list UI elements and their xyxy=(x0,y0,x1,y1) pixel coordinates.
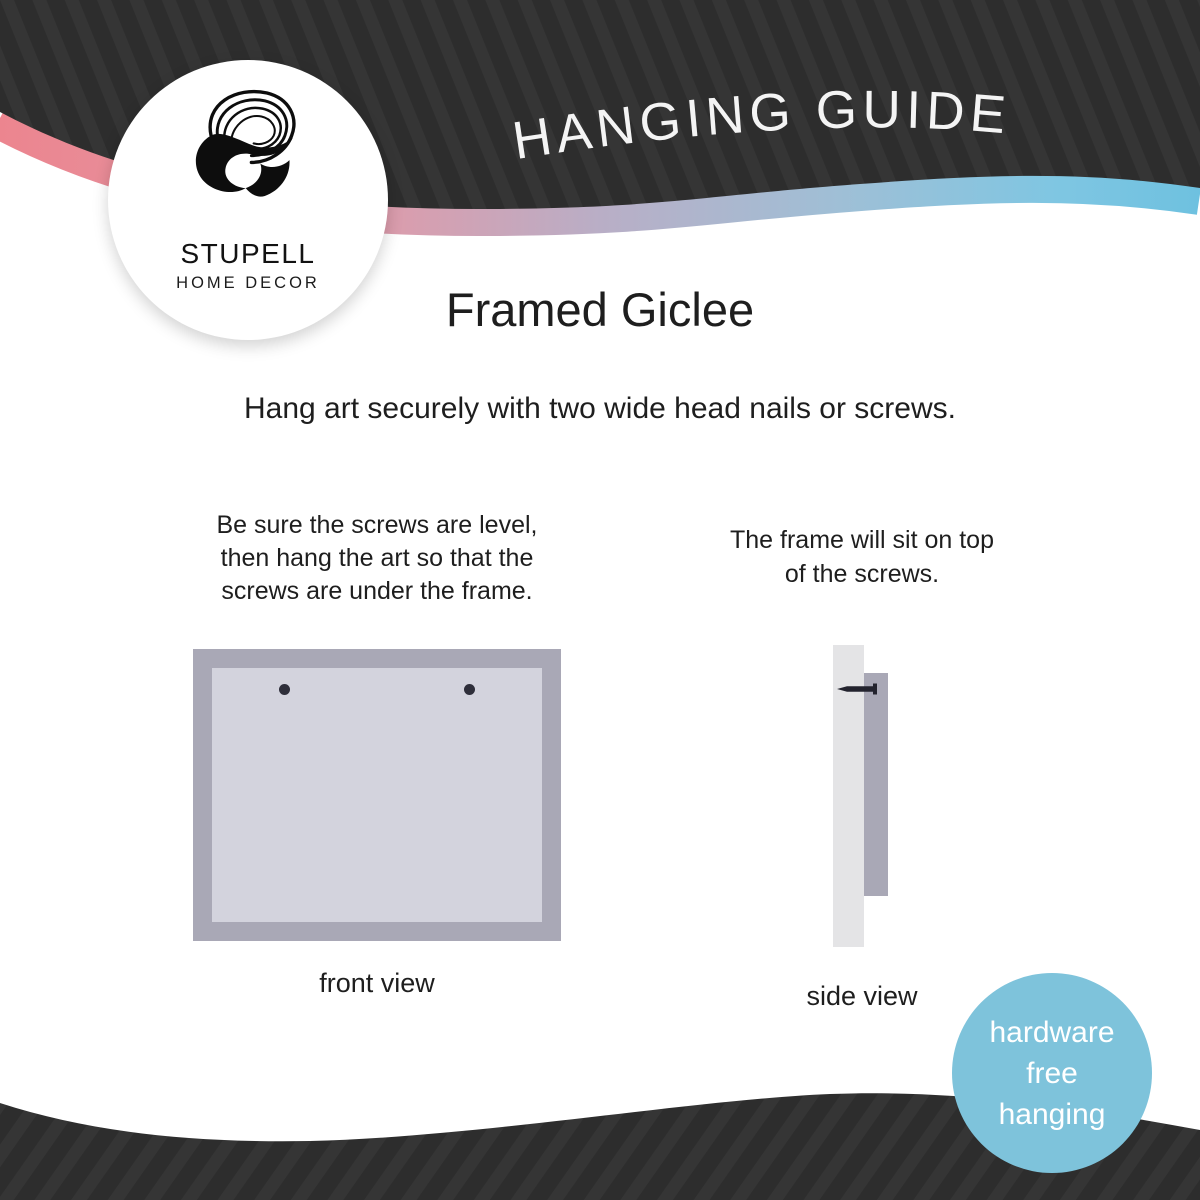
side-view-frame xyxy=(864,673,888,896)
main-instruction: Hang art securely with two wide head nails or screws. xyxy=(244,392,956,425)
header-title: HANGING GUIDE xyxy=(508,80,1013,171)
hardware-free-badge xyxy=(952,973,1152,1173)
screw-dot-left xyxy=(279,684,290,695)
screw-dot-right xyxy=(464,684,475,695)
side-view-label: side view xyxy=(806,981,918,1011)
side-view-note-line: of the screws. xyxy=(784,560,940,588)
badge-line: hardware xyxy=(989,1015,1115,1049)
front-view-note-line: screws are under the frame. xyxy=(221,577,533,605)
front-view-art xyxy=(212,668,542,922)
stupell-s-icon xyxy=(182,84,314,224)
brand-name: STUPELL xyxy=(180,238,316,269)
front-view-label: front view xyxy=(319,968,435,998)
front-view-note-line: then hang the art so that the xyxy=(220,544,534,572)
front-view-note-line: Be sure the screws are level, xyxy=(216,511,538,539)
nail-icon xyxy=(836,681,882,697)
front-view-frame xyxy=(193,649,561,941)
brand-subtitle: HOME DECOR xyxy=(176,274,320,292)
front-view-note xyxy=(150,509,604,608)
side-view-note xyxy=(662,523,1062,591)
badge-line: hanging xyxy=(998,1097,1106,1131)
product-title: Framed Giclee xyxy=(445,283,755,336)
badge-line: free xyxy=(1026,1056,1078,1090)
side-view-note-line: The frame will sit on top xyxy=(730,526,994,554)
